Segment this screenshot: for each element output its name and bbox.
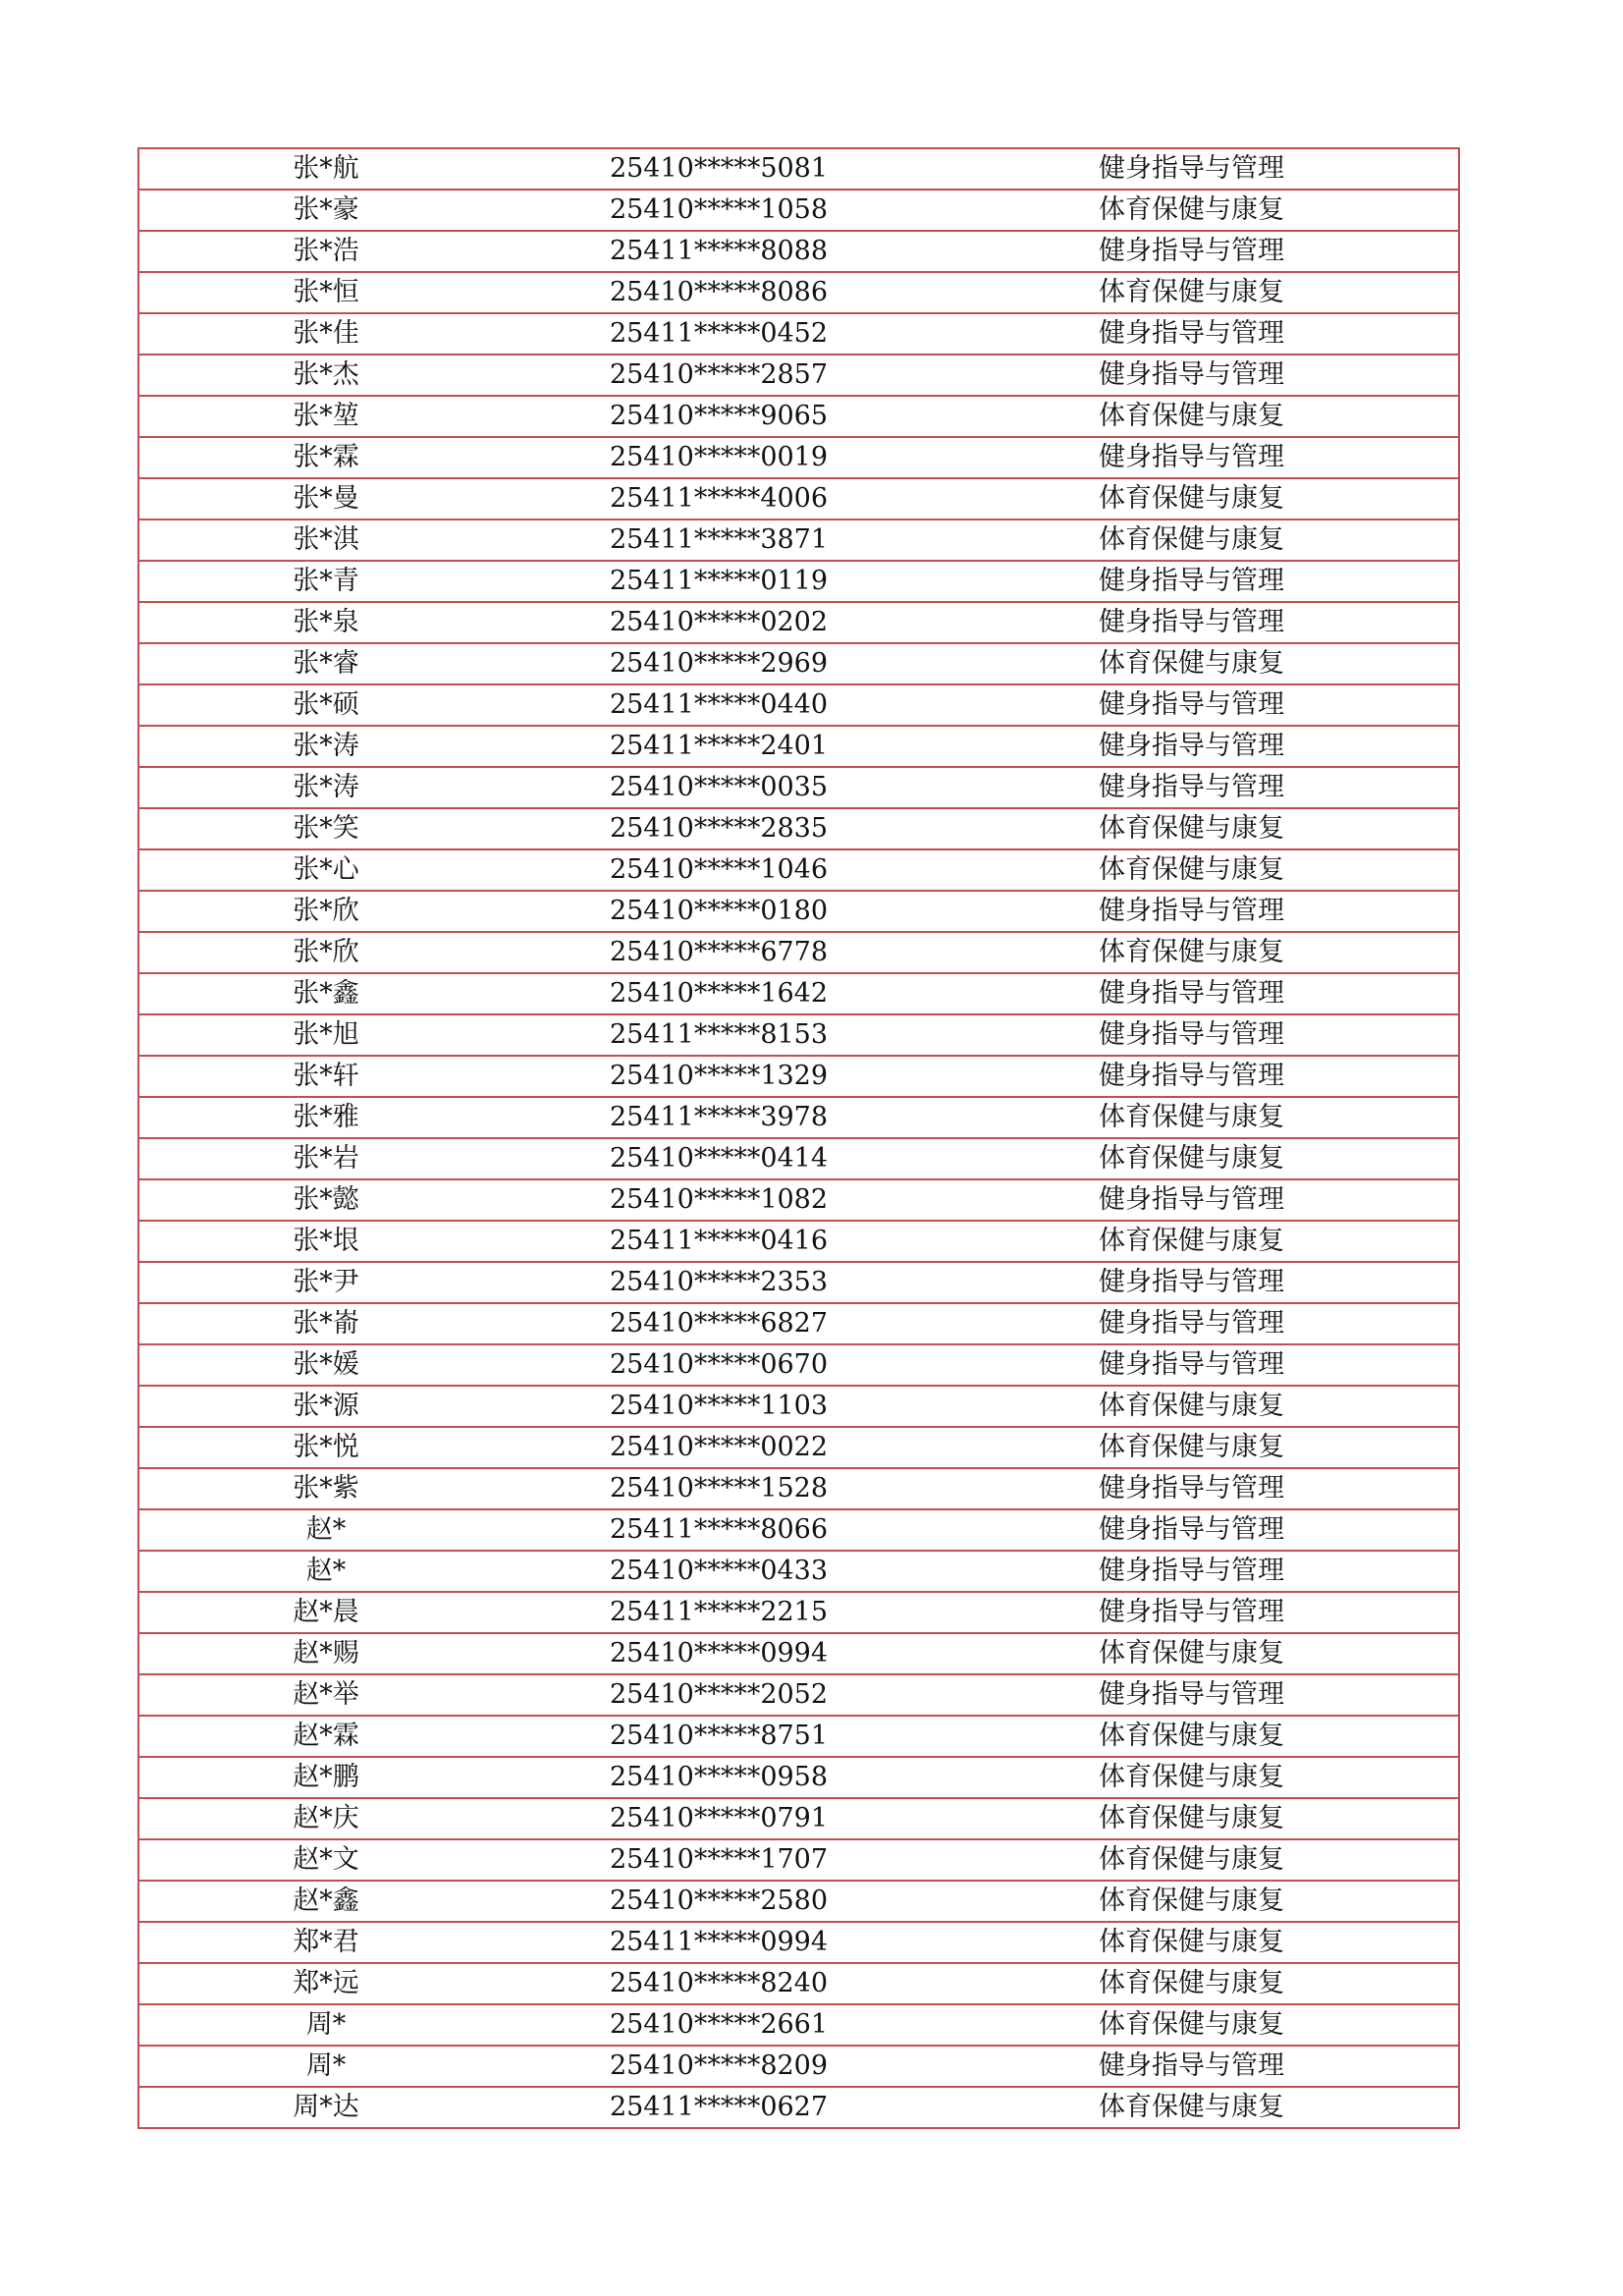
major-cell: 健身指导与管理 [925, 561, 1459, 602]
table-row [138, 1386, 1459, 1427]
major-cell: 健身指导与管理 [925, 1551, 1459, 1592]
student-name-cell: 赵*霖 [138, 1716, 513, 1757]
student-name-cell: 张*嵛 [138, 1303, 513, 1344]
major-cell: 体育保健与康复 [925, 272, 1459, 313]
student-name-cell: 张*雅 [138, 1097, 513, 1138]
student-name-cell: 赵*文 [138, 1839, 513, 1881]
student-name-cell: 张*浩 [138, 231, 513, 272]
student-name-cell: 赵* [138, 1509, 513, 1551]
major-cell: 健身指导与管理 [925, 891, 1459, 932]
student-id-cell: 25411*****4006 [513, 478, 925, 519]
table-row [138, 2004, 1459, 2046]
major-cell: 体育保健与康复 [925, 2087, 1459, 2128]
major-cell: 体育保健与康复 [925, 1427, 1459, 1468]
table-row [138, 1963, 1459, 2004]
major-cell: 体育保健与康复 [925, 1633, 1459, 1674]
table-row [138, 1757, 1459, 1798]
student-id-cell: 25410*****1082 [513, 1179, 925, 1221]
student-id-cell: 25410*****1103 [513, 1386, 925, 1427]
major-cell: 健身指导与管理 [925, 313, 1459, 355]
student-name-cell: 张*曼 [138, 478, 513, 519]
table-row [138, 973, 1459, 1014]
table-row [138, 1262, 1459, 1303]
student-id-cell: 25411*****0119 [513, 561, 925, 602]
student-id-cell: 25410*****2580 [513, 1881, 925, 1922]
major-cell: 体育保健与康复 [925, 1716, 1459, 1757]
student-name-cell: 周*达 [138, 2087, 513, 2128]
major-cell: 体育保健与康复 [925, 932, 1459, 973]
student-id-cell: 25411*****0440 [513, 684, 925, 726]
major-cell: 健身指导与管理 [925, 684, 1459, 726]
major-cell: 体育保健与康复 [925, 1798, 1459, 1839]
student-name-cell: 赵*举 [138, 1674, 513, 1716]
major-cell: 体育保健与康复 [925, 808, 1459, 849]
student-id-cell: 25410*****8240 [513, 1963, 925, 2004]
major-cell: 健身指导与管理 [925, 1179, 1459, 1221]
student-id-cell: 25410*****6827 [513, 1303, 925, 1344]
student-id-cell: 25410*****0019 [513, 437, 925, 478]
student-roster-table [137, 147, 1460, 2129]
student-id-cell: 25410*****2661 [513, 2004, 925, 2046]
major-cell: 体育保健与康复 [925, 396, 1459, 437]
student-id-cell: 25410*****8209 [513, 2046, 925, 2087]
student-name-cell: 赵*晨 [138, 1592, 513, 1633]
student-name-cell: 张*尹 [138, 1262, 513, 1303]
table-row [138, 602, 1459, 643]
major-cell: 健身指导与管理 [925, 1344, 1459, 1386]
student-name-cell: 赵*鹏 [138, 1757, 513, 1798]
major-cell: 健身指导与管理 [925, 2046, 1459, 2087]
table-row [138, 1427, 1459, 1468]
student-name-cell: 张*硕 [138, 684, 513, 726]
major-cell: 体育保健与康复 [925, 643, 1459, 684]
student-id-cell: 25410*****0958 [513, 1757, 925, 1798]
student-id-cell: 25411*****2401 [513, 726, 925, 767]
student-name-cell: 张*泉 [138, 602, 513, 643]
table-row [138, 684, 1459, 726]
roster-table-body [138, 148, 1459, 2128]
table-row [138, 190, 1459, 231]
student-id-cell: 25410*****2857 [513, 355, 925, 396]
table-row [138, 1881, 1459, 1922]
table-row [138, 1839, 1459, 1881]
table-row [138, 1592, 1459, 1633]
student-name-cell: 张*媛 [138, 1344, 513, 1386]
student-name-cell: 张*豪 [138, 190, 513, 231]
table-row [138, 808, 1459, 849]
student-name-cell: 张*欣 [138, 932, 513, 973]
student-name-cell: 张*紫 [138, 1468, 513, 1509]
major-cell: 健身指导与管理 [925, 767, 1459, 808]
student-name-cell: 张*旭 [138, 1014, 513, 1056]
major-cell: 健身指导与管理 [925, 973, 1459, 1014]
student-name-cell: 张*睿 [138, 643, 513, 684]
student-id-cell: 25410*****5081 [513, 148, 925, 190]
student-id-cell: 25410*****1642 [513, 973, 925, 1014]
table-row [138, 726, 1459, 767]
table-row [138, 272, 1459, 313]
student-id-cell: 25410*****9065 [513, 396, 925, 437]
student-name-cell: 张*轩 [138, 1056, 513, 1097]
student-id-cell: 25410*****8086 [513, 272, 925, 313]
student-name-cell: 赵*鑫 [138, 1881, 513, 1922]
major-cell: 健身指导与管理 [925, 355, 1459, 396]
table-row [138, 2087, 1459, 2128]
major-cell: 体育保健与康复 [925, 1922, 1459, 1963]
table-row [138, 1179, 1459, 1221]
student-id-cell: 25411*****0452 [513, 313, 925, 355]
student-id-cell: 25411*****2215 [513, 1592, 925, 1633]
student-id-cell: 25411*****3871 [513, 519, 925, 561]
student-id-cell: 25410*****1046 [513, 849, 925, 891]
student-id-cell: 25411*****8088 [513, 231, 925, 272]
table-row [138, 1674, 1459, 1716]
student-id-cell: 25410*****0791 [513, 1798, 925, 1839]
major-cell: 健身指导与管理 [925, 1262, 1459, 1303]
student-name-cell: 张*恒 [138, 272, 513, 313]
table-row [138, 437, 1459, 478]
major-cell: 健身指导与管理 [925, 1509, 1459, 1551]
student-name-cell: 张*鑫 [138, 973, 513, 1014]
student-id-cell: 25410*****0035 [513, 767, 925, 808]
student-id-cell: 25411*****8066 [513, 1509, 925, 1551]
student-name-cell: 张*懿 [138, 1179, 513, 1221]
major-cell: 健身指导与管理 [925, 231, 1459, 272]
student-name-cell: 张*霖 [138, 437, 513, 478]
student-name-cell: 赵*庆 [138, 1798, 513, 1839]
student-name-cell: 周* [138, 2004, 513, 2046]
student-id-cell: 25410*****1707 [513, 1839, 925, 1881]
table-row [138, 1138, 1459, 1179]
table-row [138, 1922, 1459, 1963]
major-cell: 体育保健与康复 [925, 1963, 1459, 2004]
student-id-cell: 25410*****0202 [513, 602, 925, 643]
table-row [138, 1014, 1459, 1056]
major-cell: 健身指导与管理 [925, 726, 1459, 767]
student-name-cell: 张*涛 [138, 767, 513, 808]
student-id-cell: 25410*****8751 [513, 1716, 925, 1757]
student-name-cell: 张*垠 [138, 1221, 513, 1262]
major-cell: 健身指导与管理 [925, 148, 1459, 190]
table-row [138, 1716, 1459, 1757]
major-cell: 体育保健与康复 [925, 519, 1459, 561]
student-name-cell: 赵*赐 [138, 1633, 513, 1674]
table-row [138, 891, 1459, 932]
table-row [138, 849, 1459, 891]
table-row [138, 1633, 1459, 1674]
student-id-cell: 25410*****0414 [513, 1138, 925, 1179]
major-cell: 体育保健与康复 [925, 1221, 1459, 1262]
student-name-cell: 张*岩 [138, 1138, 513, 1179]
table-row [138, 1551, 1459, 1592]
student-id-cell: 25410*****1329 [513, 1056, 925, 1097]
major-cell: 健身指导与管理 [925, 1674, 1459, 1716]
major-cell: 体育保健与康复 [925, 1138, 1459, 1179]
student-name-cell: 周* [138, 2046, 513, 2087]
student-name-cell: 张*堃 [138, 396, 513, 437]
table-row [138, 561, 1459, 602]
table-row [138, 396, 1459, 437]
student-id-cell: 25410*****1058 [513, 190, 925, 231]
student-id-cell: 25410*****2052 [513, 1674, 925, 1716]
student-id-cell: 25410*****1528 [513, 1468, 925, 1509]
student-id-cell: 25411*****0416 [513, 1221, 925, 1262]
major-cell: 体育保健与康复 [925, 478, 1459, 519]
student-id-cell: 25410*****2353 [513, 1262, 925, 1303]
student-id-cell: 25410*****0180 [513, 891, 925, 932]
student-name-cell: 张*航 [138, 148, 513, 190]
student-id-cell: 25410*****2835 [513, 808, 925, 849]
table-row [138, 1303, 1459, 1344]
student-id-cell: 25410*****6778 [513, 932, 925, 973]
major-cell: 体育保健与康复 [925, 190, 1459, 231]
student-id-cell: 25410*****2969 [513, 643, 925, 684]
major-cell: 体育保健与康复 [925, 1839, 1459, 1881]
table-row [138, 1509, 1459, 1551]
major-cell: 体育保健与康复 [925, 849, 1459, 891]
student-name-cell: 赵* [138, 1551, 513, 1592]
major-cell: 健身指导与管理 [925, 1592, 1459, 1633]
student-id-cell: 25410*****0994 [513, 1633, 925, 1674]
table-row [138, 643, 1459, 684]
major-cell: 健身指导与管理 [925, 437, 1459, 478]
table-row [138, 148, 1459, 190]
student-name-cell: 郑*远 [138, 1963, 513, 2004]
student-id-cell: 25411*****0627 [513, 2087, 925, 2128]
student-name-cell: 张*悦 [138, 1427, 513, 1468]
table-row [138, 1097, 1459, 1138]
student-name-cell: 张*淇 [138, 519, 513, 561]
student-id-cell: 25410*****0433 [513, 1551, 925, 1592]
student-name-cell: 张*心 [138, 849, 513, 891]
table-row [138, 355, 1459, 396]
major-cell: 体育保健与康复 [925, 1757, 1459, 1798]
table-row [138, 313, 1459, 355]
major-cell: 健身指导与管理 [925, 602, 1459, 643]
student-id-cell: 25411*****8153 [513, 1014, 925, 1056]
major-cell: 健身指导与管理 [925, 1303, 1459, 1344]
table-row [138, 1344, 1459, 1386]
table-row [138, 231, 1459, 272]
major-cell: 健身指导与管理 [925, 1468, 1459, 1509]
major-cell: 体育保健与康复 [925, 1097, 1459, 1138]
student-id-cell: 25410*****0670 [513, 1344, 925, 1386]
student-name-cell: 张*佳 [138, 313, 513, 355]
student-id-cell: 25410*****0022 [513, 1427, 925, 1468]
major-cell: 体育保健与康复 [925, 1386, 1459, 1427]
table-row [138, 2046, 1459, 2087]
table-row [138, 1798, 1459, 1839]
table-row [138, 1221, 1459, 1262]
table-row [138, 932, 1459, 973]
major-cell: 体育保健与康复 [925, 2004, 1459, 2046]
student-name-cell: 张*笑 [138, 808, 513, 849]
student-id-cell: 25411*****0994 [513, 1922, 925, 1963]
major-cell: 健身指导与管理 [925, 1056, 1459, 1097]
student-id-cell: 25411*****3978 [513, 1097, 925, 1138]
student-name-cell: 张*欣 [138, 891, 513, 932]
table-row [138, 519, 1459, 561]
student-name-cell: 张*源 [138, 1386, 513, 1427]
table-row [138, 478, 1459, 519]
student-name-cell: 张*涛 [138, 726, 513, 767]
student-name-cell: 郑*君 [138, 1922, 513, 1963]
student-name-cell: 张*青 [138, 561, 513, 602]
table-row [138, 1056, 1459, 1097]
table-row [138, 1468, 1459, 1509]
major-cell: 体育保健与康复 [925, 1881, 1459, 1922]
table-row [138, 767, 1459, 808]
major-cell: 健身指导与管理 [925, 1014, 1459, 1056]
student-name-cell: 张*杰 [138, 355, 513, 396]
